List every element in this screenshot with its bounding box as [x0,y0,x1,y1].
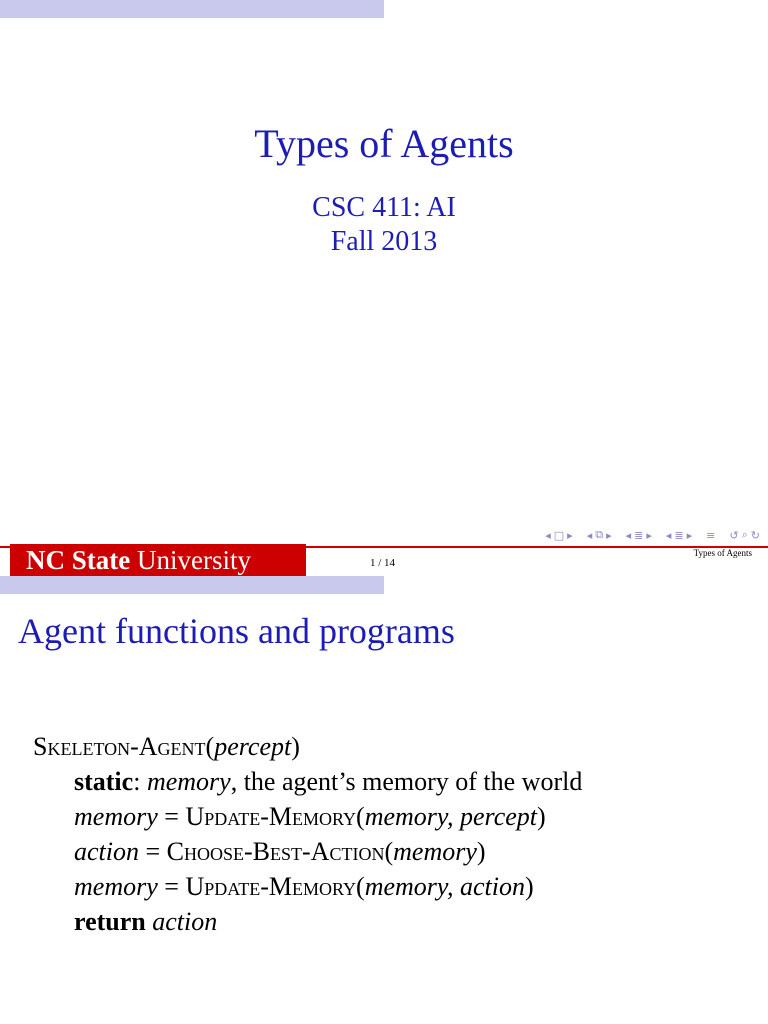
header-bar-left [0,0,384,18]
nav-section-icon[interactable]: ≣ [674,528,684,542]
nav-prev-subsection-icon[interactable]: ◂ [625,528,632,542]
university-logo: NC State University [10,544,306,576]
term: Fall 2013 [330,226,438,257]
slide-2 [0,576,768,1024]
slide-title: Types of Agents [254,121,514,166]
nav-prev-section-icon[interactable]: ◂ [665,528,672,542]
nav-next-subsection-icon[interactable]: ▸ [646,528,652,542]
code-line-update-percept: memory = Update-Memory(memory, percept) [74,802,546,831]
slide-subtitle [0,191,768,259]
nav-subsection-icon[interactable]: ≣ [634,528,644,542]
nav-next-arrow-icon[interactable]: ▸ [567,528,573,542]
page-number: 1 / 14 [370,557,396,569]
nav-forward-icon[interactable]: ↻ [750,528,760,542]
footer-title: Types of Agents [693,548,752,558]
nav-back-icon[interactable]: ↺ [729,528,739,542]
header-bar-right [384,0,768,18]
beamer-navigation [545,525,760,545]
nav-prev-arrow-icon[interactable]: ◂ [545,528,551,542]
function-signature: Skeleton-Agent(percept) [33,732,300,761]
pseudocode-block [33,729,582,939]
code-line-update-action: memory = Update-Memory(memory, action) [74,872,534,901]
code-line-return: return action [74,907,218,936]
static-declaration: static: memory, the agent’s memory of the world [74,767,583,796]
header-bar-left [0,576,384,594]
nav-prev-frame-icon[interactable]: ◂ [586,528,593,542]
nav-frame-icon[interactable]: ⧉ [595,528,604,541]
nav-align-icon[interactable]: ≡ [706,528,716,542]
nav-next-frame-icon[interactable]: ▸ [606,528,612,542]
nav-search-icon[interactable]: ⌕ [741,528,748,541]
code-line-choose-action: action = Choose-Best-Action(memory) [74,837,486,866]
nav-next-section-icon[interactable]: ▸ [686,528,693,542]
nav-slide-icon[interactable]: □ [553,528,565,542]
header-bar-right [384,576,768,594]
course-name: CSC 411: AI [312,192,456,223]
slide-title: Agent functions and programs [18,611,455,651]
